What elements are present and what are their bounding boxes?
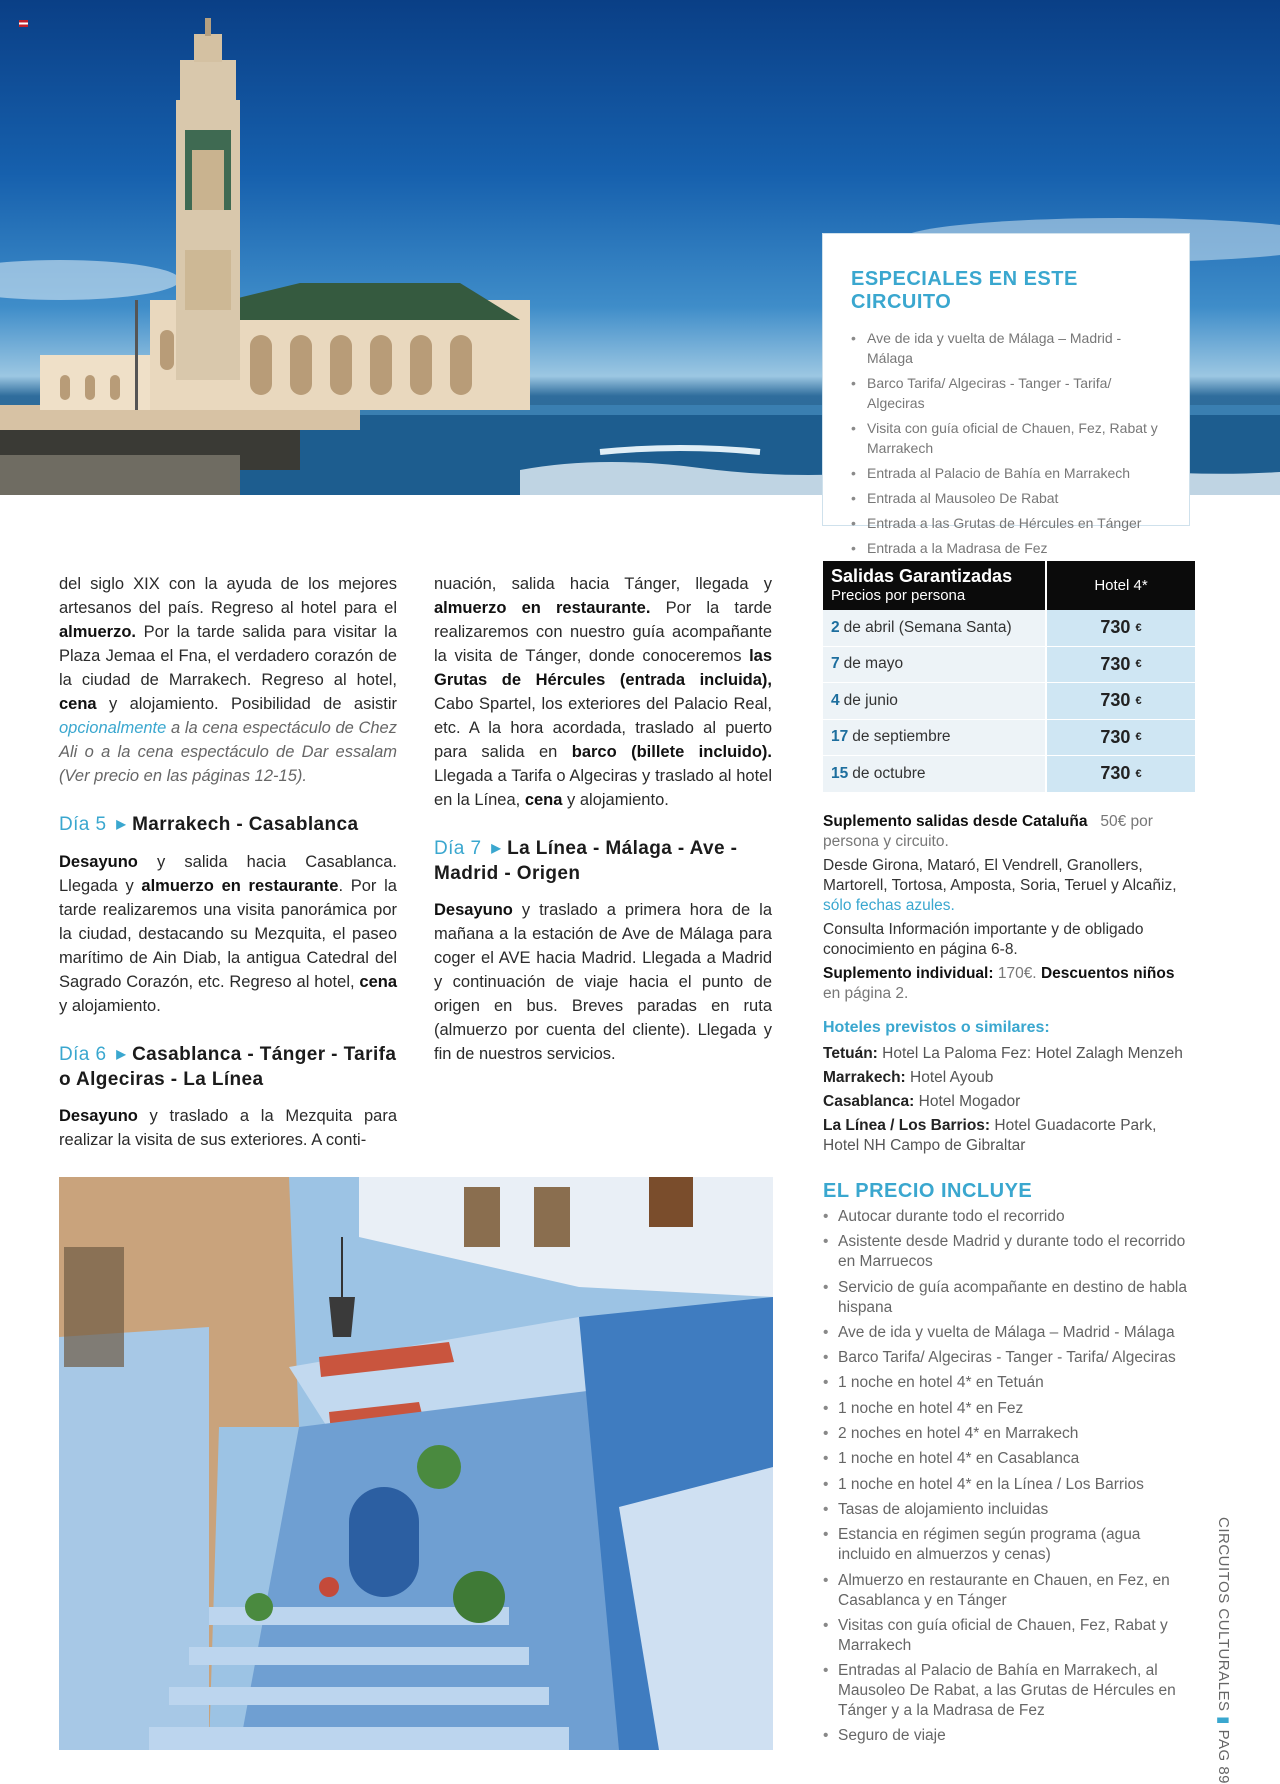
chefchaouen-photo (59, 1177, 773, 1750)
hotel-name: Hotel La Paloma Fez: Hotel Zalagh Menzeh (882, 1045, 1183, 1062)
text-bold: cena (524, 791, 563, 809)
section-name: CIRCUITOS CULTURALES (1215, 1517, 1232, 1712)
especiales-list (851, 328, 1167, 558)
currency: € (1135, 731, 1142, 744)
blue-street-illustration (59, 1177, 773, 1750)
date-cell (823, 610, 1047, 646)
price-includes-block (823, 1180, 1195, 1752)
chevron-right-icon: ▶ (491, 841, 502, 855)
text: y traslado a primera hora de la mañana a la estación de Ave de Málaga para coger el AVE hacia Madrid. Llegada a Madrid y continuación de viaje hacia el punto de origen en bus. Breves paradas en ruta (almuerzo por cuenta del cliente). Llegada y fin de nuestros servicios. (434, 901, 772, 1063)
text: y alojamiento. (59, 997, 161, 1015)
date-month: de junio (843, 691, 898, 709)
date-day: 15 (831, 764, 849, 782)
date-month: de octubre (852, 764, 926, 782)
text: Llegada a Tarifa o Algeciras y traslado al hotel en la Línea, (434, 767, 772, 809)
flag-icon (19, 20, 28, 27)
page-number: PAG 89 (1215, 1729, 1232, 1784)
especiales-box (822, 233, 1190, 556)
text-bold: cena (59, 695, 97, 713)
price-cell (1047, 683, 1195, 719)
list-item: • 1 noche en hotel 4* en Casablanca (823, 1449, 1195, 1469)
consult-note (823, 920, 1195, 960)
date-day: 7 (831, 655, 840, 673)
text: Cabo Spartel, los exteriores del Palacio Real, etc. A la hora acordada, traslado al puerto para salida en (434, 695, 772, 761)
text-bold: Desayuno (59, 853, 138, 871)
text: Por la tarde salida para visitar la Plaza Jemaa el Fna, el verdadero corazón de la ciudad de Marrakech. Regreso al hotel, (59, 623, 397, 689)
price-includes-title: EL PRECIO INCLUYE (823, 1180, 1033, 1202)
text-bold: almuerzo en restaurante. (434, 599, 651, 617)
date-month: de abril (Semana Santa) (843, 618, 1012, 636)
list-item: • Seguro de viaje (823, 1726, 1195, 1746)
text-italic: a la cena espectáculo de Chez Ali o a la cena espectáculo de Dar essalam (Ver precio en las páginas 12-15). (59, 719, 397, 785)
text-bold: barco (billete incluido). (571, 743, 772, 761)
supplement-individual (823, 964, 1195, 1004)
hotel-line (823, 1068, 1195, 1088)
list-item: • Entrada al Palacio de Bahía en Marrakech (851, 463, 1167, 483)
list-item: • 1 noche en hotel 4* en la Línea / Los Barrios (823, 1475, 1195, 1495)
date-month: de septiembre (852, 728, 951, 746)
day7-heading (434, 837, 772, 886)
chevron-right-icon: ▶ (116, 1047, 127, 1061)
hotel-city: Marrakech: (823, 1069, 906, 1086)
date-day: 4 (831, 691, 840, 709)
text: Consulta Información importante y de obligado conocimiento en página 6-8. (823, 921, 1144, 958)
hotel-city: La Línea / Los Barrios: (823, 1117, 991, 1134)
currency: € (1135, 767, 1142, 780)
list-item: • Visitas con guía oficial de Chauen, Fez, Rabat y Marrakech (823, 1616, 1195, 1656)
day7-text (434, 898, 772, 1066)
list-item: • Tasas de alojamiento incluidas (823, 1500, 1195, 1520)
price-value: 730 (1100, 690, 1131, 711)
text: Por la tarde realizaremos con nuestro guía acompañante la visita de Tánger, donde conoceremos (434, 599, 772, 665)
text: y alojamiento. (562, 791, 669, 809)
list-item: • 1 noche en hotel 4* en Fez (823, 1399, 1195, 1419)
date-day: 17 (831, 728, 849, 746)
table-row (823, 647, 1195, 684)
price-value: 730 (1100, 653, 1131, 674)
list-item: • 1 noche en hotel 4* en Tetuán (823, 1373, 1195, 1393)
day-title: La Línea - Málaga - Ave - Madrid - Origen (434, 838, 738, 884)
date-cell (823, 756, 1047, 792)
list-item: • Ave de ida y vuelta de Málaga – Madrid - Málaga (851, 328, 1167, 368)
text: 170€. (997, 965, 1037, 982)
header-title: Salidas Garantizadas (831, 566, 1013, 586)
list-item: • Barco Tarifa/ Algeciras - Tanger - Tarifa/ Algeciras (851, 373, 1167, 413)
table-row (823, 610, 1195, 647)
text-bold: las Grutas de Hércules (entrada incluida), (434, 647, 772, 689)
hotel-name: Hotel Mogador (918, 1093, 1021, 1110)
list-item: • Entrada al Mausoleo De Rabat (851, 488, 1167, 508)
text: 50€ por persona y circuito. (823, 813, 1153, 850)
day6-continuation (434, 572, 772, 812)
text: . Por la tarde realizaremos una visita panorámica por la ciudad, destacando su Mezquita, el paseo marítimo de Ain Diab, la antigua Catedral del Sagrado Corazón, etc. Regreso al hotel, (59, 877, 397, 991)
hotel-name: Hotel Guadacorte Park, Hotel NH Campo de Gibraltar (823, 1117, 1157, 1154)
side-section-label (1207, 1517, 1235, 1784)
day-number: Día 7 (434, 838, 482, 859)
list-item: • Autocar durante todo el recorrido (823, 1207, 1195, 1227)
date-month: de mayo (843, 655, 904, 673)
text-bold: Descuentos niños (1040, 965, 1175, 982)
day4-continuation (59, 572, 397, 788)
text-bold: Suplemento individual: (823, 965, 994, 982)
hotel-line (823, 1116, 1195, 1156)
text: y salida hacia Casablanca. Llegada y (59, 853, 397, 895)
header-hotel-column: Hotel 4* (1047, 561, 1195, 610)
list-item: • Barco Tarifa/ Algeciras - Tanger - Tarifa/ Algeciras (823, 1348, 1195, 1368)
header-subtitle: Precios por persona (831, 587, 966, 604)
prices-table (823, 561, 1195, 793)
especiales-title: ESPECIALES EN ESTE CIRCUITO (851, 268, 1078, 313)
list-item: • Ave de ida y vuelta de Málaga – Madrid - Málaga (823, 1323, 1195, 1343)
price-value: 730 (1100, 763, 1131, 784)
list-item: • 2 noches en hotel 4* en Marrakech (823, 1424, 1195, 1444)
text: en página 2. (823, 985, 909, 1002)
day5-heading (59, 813, 397, 838)
text-bold: Desayuno (59, 1107, 138, 1125)
price-value: 730 (1100, 617, 1131, 638)
day5-text (59, 850, 397, 1018)
list-item: • Estancia en régimen según programa (agua incluido en almuerzos y cenas) (823, 1525, 1195, 1565)
currency: € (1135, 621, 1142, 634)
date-day: 2 (831, 618, 840, 636)
text: y alojamiento. Posibilidad de asistir (96, 695, 397, 713)
hotel-line (823, 1092, 1195, 1112)
date-cell (823, 720, 1047, 756)
price-cell (1047, 610, 1195, 646)
hotels-title: Hoteles previstos o similares: (823, 1019, 1050, 1036)
text-bold: Desayuno (434, 901, 513, 919)
departure-cities (823, 856, 1195, 916)
price-cell (1047, 647, 1195, 683)
itinerary-column-1 (59, 572, 397, 1152)
header-cell (823, 561, 1047, 610)
text-bold: cena (359, 973, 397, 991)
text: y traslado a la Mezquita para realizar la visita de sus exteriores. A conti- (59, 1107, 397, 1149)
day6-heading (59, 1043, 397, 1092)
side-label-text (1215, 1517, 1233, 1784)
day-number: Día 6 (59, 1044, 107, 1065)
list-item: • Entrada a la Madrasa de Fez (851, 538, 1167, 558)
price-cell (1047, 756, 1195, 792)
list-item: • Almuerzo en restaurante en Chauen, en Fez, en Casablanca y en Tánger (823, 1571, 1195, 1611)
date-cell (823, 683, 1047, 719)
text-bold: almuerzo. (59, 623, 137, 641)
text: nuación, salida hacia Tánger, llegada y (434, 575, 772, 593)
notes-block (823, 812, 1195, 1160)
text-bold: almuerzo en restaurante (141, 877, 339, 895)
text: del siglo XIX con la ayuda de los mejores artesanos del país. Regreso al hotel para el (59, 575, 397, 617)
list-item: • Asistente desde Madrid y durante todo el recorrido en Marruecos (823, 1232, 1195, 1272)
table-row (823, 720, 1195, 757)
price-value: 730 (1100, 726, 1131, 747)
day6-text (59, 1104, 397, 1152)
optional-link: opcionalmente (59, 719, 167, 737)
currency: € (1135, 694, 1142, 707)
itinerary-column-2 (434, 572, 772, 1066)
prices-table-header (823, 561, 1195, 610)
hotel-city: Tetuán: (823, 1045, 878, 1062)
price-includes-list (823, 1207, 1195, 1746)
currency: € (1135, 658, 1142, 671)
supplement-cataluna (823, 812, 1195, 852)
hotel-line (823, 1044, 1195, 1064)
price-cell (1047, 720, 1195, 756)
text: Desde Girona, Mataró, El Vendrell, Granollers, Martorell, Tortosa, Amposta, Soria, Teruel y Alcañiz, (823, 857, 1177, 894)
table-row (823, 756, 1195, 793)
day-title: Marrakech - Casablanca (132, 814, 359, 835)
hotel-city: Casablanca: (823, 1093, 915, 1110)
list-item: • Servicio de guía acompañante en destino de habla hispana (823, 1278, 1195, 1318)
list-item: • Entradas al Palacio de Bahía en Marrakech, al Mausoleo De Rabat, a las Grutas de Hércules en Tánger y a la Madrasa de Fez (823, 1661, 1195, 1721)
text-bold: Suplemento salidas desde Cataluña (823, 813, 1088, 830)
hotel-name: Hotel Ayoub (910, 1069, 994, 1086)
list-item: • Entrada a las Grutas de Hércules en Tánger (851, 513, 1167, 533)
list-item: • Visita con guía oficial de Chauen, Fez, Rabat y Marrakech (851, 418, 1167, 458)
table-row (823, 683, 1195, 720)
separator-icon: ▮ (1215, 1716, 1232, 1725)
day-number: Día 5 (59, 814, 107, 835)
chevron-right-icon: ▶ (116, 817, 127, 831)
blue-dates-note: sólo fechas azules. (823, 897, 955, 914)
day-title: Casablanca - Tánger - Tarifa o Algeciras - La Línea (59, 1044, 397, 1090)
date-cell (823, 647, 1047, 683)
